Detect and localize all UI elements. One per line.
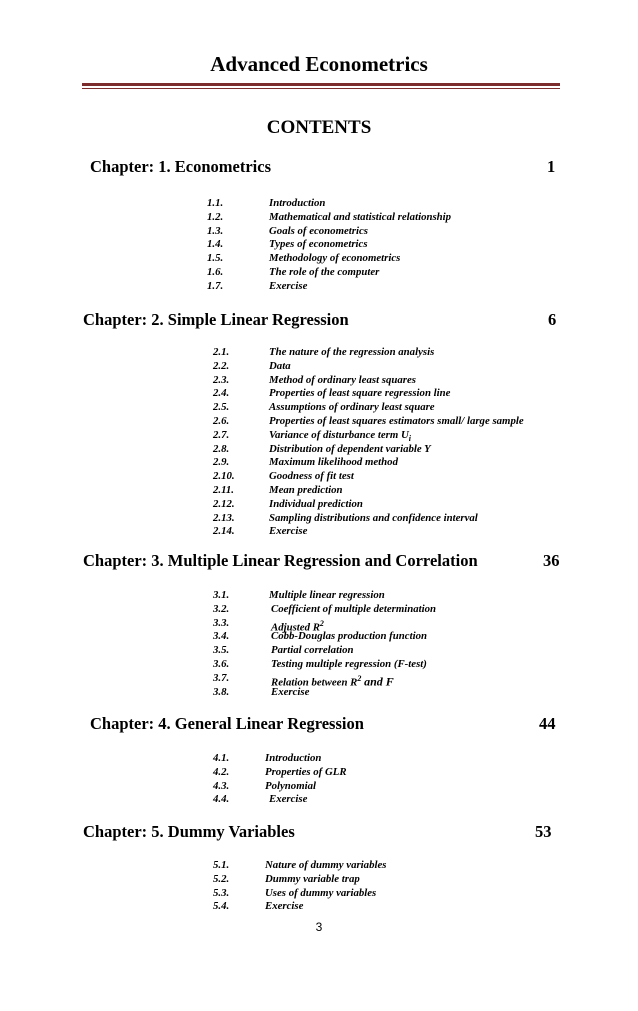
toc-entry xyxy=(213,525,600,539)
toc-entry xyxy=(207,238,600,252)
section-title-text: Multiple linear regression xyxy=(269,589,385,601)
section-title xyxy=(269,415,524,429)
section-title-text: Dummy variable trap xyxy=(265,872,360,885)
toc-entry xyxy=(213,793,600,807)
chapter-heading: Chapter: 4. General Linear Regression xyxy=(90,714,364,733)
section-number: 2.7. xyxy=(213,428,230,441)
toc-entry xyxy=(213,512,600,526)
section-title xyxy=(265,780,316,794)
section-title-text: Variance of disturbance term U xyxy=(269,428,409,441)
section-title-text: Methodology of econometrics xyxy=(269,252,401,265)
section-title-text: Nature of dummy variables xyxy=(265,859,387,871)
toc-entry xyxy=(213,429,600,443)
section-title xyxy=(269,401,435,415)
section-title xyxy=(265,900,303,914)
section-title-text: Goodness of fit test xyxy=(269,470,354,483)
subscript: i xyxy=(408,433,411,443)
chapter-heading: Chapter: 3. Multiple Linear Regression and Correlation xyxy=(83,551,478,570)
section-number: 3.6. xyxy=(213,658,230,670)
toc-entry xyxy=(213,616,600,634)
section-title xyxy=(269,589,385,603)
superscript: 2 xyxy=(319,618,324,628)
section-title-text: Exercise xyxy=(269,793,308,806)
toc-entry xyxy=(213,686,600,700)
section-title-text: The nature of the regression analysis xyxy=(269,346,435,358)
section-number: 1.5. xyxy=(207,252,224,265)
toc-entry xyxy=(213,498,600,512)
section-title xyxy=(271,603,436,617)
section-title-text: Types of econometrics xyxy=(269,238,368,251)
chapter-page-number: 44 xyxy=(539,714,556,733)
section-title-text: Data xyxy=(269,359,291,372)
section-title xyxy=(269,211,451,225)
section-title-text: Exercise xyxy=(265,900,304,913)
section-number: 2.13. xyxy=(213,511,235,524)
section-number: 3.8. xyxy=(213,685,230,698)
section-title-text: Polynomial xyxy=(265,779,316,792)
section-title xyxy=(269,470,354,484)
section-title-text: Properties of least squares estimators small/ large sample xyxy=(269,415,524,427)
chapter-page-number: 36 xyxy=(543,551,560,570)
section-title xyxy=(271,686,309,700)
chapter-heading: Chapter: 5. Dummy Variables xyxy=(83,822,295,841)
section-title-text: Properties of GLR xyxy=(265,765,347,778)
section-number: 4.3. xyxy=(213,779,230,792)
section-number: 2.5. xyxy=(213,401,230,414)
chapter-page-number: 53 xyxy=(535,822,552,841)
section-number: 2.6. xyxy=(213,415,230,427)
toc-entry xyxy=(207,252,600,266)
section-title xyxy=(271,658,427,672)
section-number: 2.8. xyxy=(213,442,230,455)
toc-entry xyxy=(207,197,600,211)
section-number: 3.7. xyxy=(213,671,230,684)
section-number: 1.1. xyxy=(207,197,224,209)
section-number: 3.5. xyxy=(213,644,230,657)
section-title-text: Exercise xyxy=(271,685,310,698)
section-title-text: Partial correlation xyxy=(271,644,354,657)
section-title xyxy=(271,630,427,644)
section-number: 2.2. xyxy=(213,359,230,372)
toc-entry xyxy=(213,887,600,901)
section-title xyxy=(269,443,431,457)
section-title-text: Exercise xyxy=(269,525,308,538)
section-title-text: Uses of dummy variables xyxy=(265,886,377,899)
section-title xyxy=(269,525,307,539)
section-title-text: Introduction xyxy=(265,752,322,764)
section-number: 1.3. xyxy=(207,224,224,237)
section-title-text: Exercise xyxy=(269,279,308,292)
section-title-text: Relation between R xyxy=(271,676,358,689)
toc-entry xyxy=(213,859,600,873)
section-number: 5.1. xyxy=(213,859,230,871)
toc-entry xyxy=(207,211,600,225)
toc-entry xyxy=(213,401,600,415)
section-title xyxy=(269,484,342,498)
section-number: 4.1. xyxy=(213,752,230,764)
section-title-text: Cobb-Douglas production function xyxy=(271,630,427,643)
section-title xyxy=(269,346,434,360)
toc-entry xyxy=(213,374,600,388)
header-rule-thin xyxy=(82,88,560,89)
section-title-text: Distribution of dependent variable Y xyxy=(269,442,431,455)
chapter-heading: Chapter: 2. Simple Linear Regression xyxy=(83,310,349,329)
toc-entry xyxy=(213,589,600,603)
section-title-text: Coefficient of multiple determination xyxy=(271,602,437,615)
section-title-text: Method of ordinary least squares xyxy=(269,373,416,386)
section-title xyxy=(265,873,360,887)
section-title-text: Individual prediction xyxy=(269,497,363,510)
toc-entry xyxy=(213,484,600,498)
section-number: 3.1. xyxy=(213,589,230,601)
section-number: 2.12. xyxy=(213,497,235,510)
section-title xyxy=(269,512,478,526)
section-number: 5.3. xyxy=(213,886,230,899)
section-number: 5.2. xyxy=(213,872,230,885)
section-title xyxy=(269,238,368,252)
section-number: 5.4. xyxy=(213,900,230,913)
section-title xyxy=(269,498,363,512)
section-number: 1.4. xyxy=(207,238,224,251)
toc-entry xyxy=(213,346,600,360)
toc-entry xyxy=(213,415,600,429)
toc-entry xyxy=(213,456,600,470)
section-number: 4.4. xyxy=(213,793,230,806)
chapter-heading: Chapter: 1. Econometrics xyxy=(90,157,272,176)
section-title xyxy=(269,360,291,374)
section-number: 2.3. xyxy=(213,373,230,386)
toc-entry xyxy=(213,470,600,484)
section-title xyxy=(269,225,368,239)
section-title xyxy=(269,793,307,807)
toc-entry xyxy=(213,900,600,914)
section-title xyxy=(271,644,353,658)
section-title-tail: and F xyxy=(364,674,394,689)
section-title-text: Sampling distributions and confidence interval xyxy=(269,511,478,524)
toc-entry xyxy=(213,360,600,374)
document-header-title: Advanced Econometrics xyxy=(210,52,428,76)
section-title xyxy=(265,887,376,901)
toc-entry xyxy=(213,766,600,780)
section-number: 4.2. xyxy=(213,765,230,778)
toc-entry xyxy=(213,873,600,887)
toc-entry xyxy=(213,780,600,794)
section-number: 2.14. xyxy=(213,525,235,538)
section-title xyxy=(269,374,416,388)
section-number: 3.2. xyxy=(213,602,230,615)
section-number: 1.2. xyxy=(207,210,224,223)
toc-entry xyxy=(213,387,600,401)
toc-entry xyxy=(213,443,600,457)
toc-entry xyxy=(213,752,600,766)
toc-entry xyxy=(213,671,600,689)
section-title xyxy=(269,197,325,211)
section-number: 1.6. xyxy=(207,266,224,278)
section-title-text: The role of the computer xyxy=(269,266,380,278)
section-number: 1.7. xyxy=(207,279,224,292)
contents-heading: CONTENTS xyxy=(266,117,372,138)
section-title-text: Introduction xyxy=(269,197,326,209)
section-title xyxy=(269,456,398,470)
superscript: 2 xyxy=(357,673,362,683)
section-title-text: Goals of econometrics xyxy=(269,224,368,237)
toc-entry xyxy=(213,658,600,672)
toc-entry xyxy=(207,266,600,280)
section-title xyxy=(269,387,450,401)
section-title xyxy=(265,859,386,873)
section-number: 3.4. xyxy=(213,630,230,643)
page-number: 3 xyxy=(315,920,323,934)
header-rule-thick xyxy=(82,83,560,86)
section-number: 2.9. xyxy=(213,456,230,469)
section-number: 2.11. xyxy=(213,484,234,496)
chapter-page-number: 6 xyxy=(548,310,557,329)
section-number: 3.3. xyxy=(213,616,230,629)
section-title xyxy=(269,266,379,280)
section-title-text: Maximum likelihood method xyxy=(269,456,398,469)
section-title xyxy=(269,280,307,294)
section-number: 2.4. xyxy=(213,387,230,400)
section-title xyxy=(269,252,400,266)
section-title-text: Mathematical and statistical relationship xyxy=(269,210,452,223)
toc-entry xyxy=(213,644,600,658)
section-number: 2.10. xyxy=(213,470,235,483)
toc-entry xyxy=(207,280,600,294)
toc-entry xyxy=(213,630,600,644)
section-title-text: Mean prediction xyxy=(269,484,343,496)
section-number: 2.1. xyxy=(213,346,230,358)
section-title-text: Properties of least square regression line xyxy=(269,387,451,400)
toc-entry xyxy=(213,603,600,617)
section-title-text: Testing multiple regression (F-test) xyxy=(271,658,427,670)
section-title-text: Assumptions of ordinary least square xyxy=(269,401,435,414)
section-title xyxy=(265,766,347,780)
section-title xyxy=(265,752,321,766)
section-title-text: Adjusted R xyxy=(271,621,320,634)
toc-entry xyxy=(207,225,600,239)
chapter-page-number: 1 xyxy=(547,157,556,176)
